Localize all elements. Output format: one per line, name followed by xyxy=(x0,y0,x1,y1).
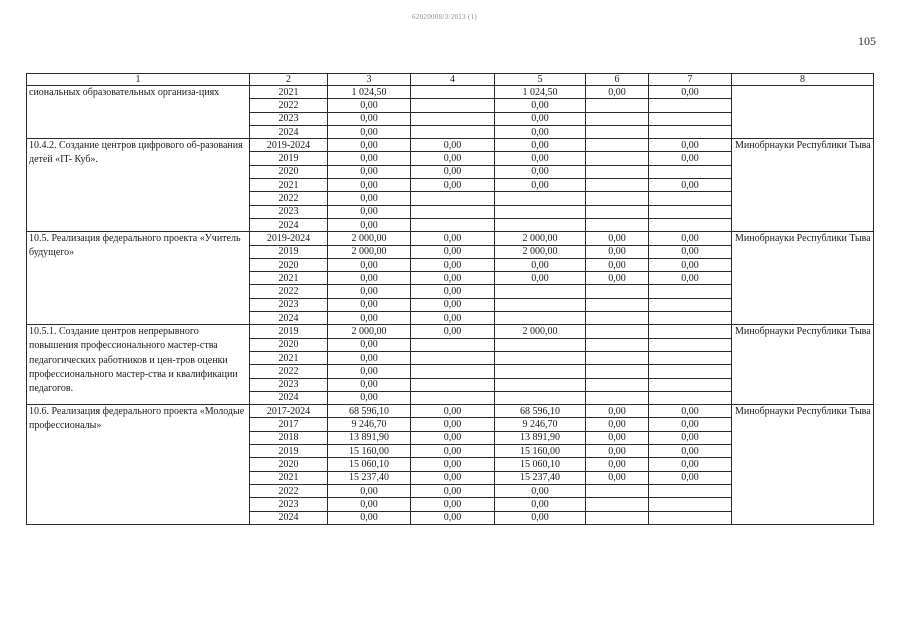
amount-cell xyxy=(411,86,495,99)
amount-cell xyxy=(649,511,732,524)
amount-cell: 0,00 xyxy=(411,325,495,338)
amount-cell xyxy=(586,152,649,165)
table-row xyxy=(27,405,874,418)
amount-cell: 0,00 xyxy=(411,312,495,325)
amount-cell: 0,00 xyxy=(586,272,649,285)
amount-cell: 15 160,00 xyxy=(495,445,586,458)
year-cell: 2022 xyxy=(250,484,328,497)
amount-cell: 0,00 xyxy=(649,471,732,484)
amount-cell: 0,00 xyxy=(328,139,411,152)
year-cell: 2023 xyxy=(250,498,328,511)
amount-cell xyxy=(586,338,649,351)
amount-cell xyxy=(495,391,586,404)
year-cell: 2021 xyxy=(250,272,328,285)
year-cell: 2019-2024 xyxy=(250,232,328,245)
amount-cell xyxy=(649,351,732,364)
year-cell: 2020 xyxy=(250,458,328,471)
amount-cell: 2 000,00 xyxy=(495,325,586,338)
amount-cell: 0,00 xyxy=(649,258,732,271)
amount-cell xyxy=(586,205,649,218)
responsible-executor: Минобрнауки Республики Тыва xyxy=(732,139,874,232)
amount-cell: 13 891,90 xyxy=(328,431,411,444)
year-cell: 2022 xyxy=(250,285,328,298)
amount-cell xyxy=(495,298,586,311)
amount-cell: 15 160,00 xyxy=(328,445,411,458)
amount-cell: 0,00 xyxy=(495,272,586,285)
amount-cell xyxy=(411,112,495,125)
amount-cell: 0,00 xyxy=(328,218,411,231)
amount-cell: 0,00 xyxy=(411,471,495,484)
column-header: 8 xyxy=(732,74,874,86)
amount-cell: 0,00 xyxy=(411,405,495,418)
amount-cell: 0,00 xyxy=(411,484,495,497)
header-row xyxy=(27,74,874,86)
year-cell: 2018 xyxy=(250,431,328,444)
amount-cell: 0,00 xyxy=(328,351,411,364)
year-cell: 2019 xyxy=(250,152,328,165)
amount-cell: 0,00 xyxy=(411,139,495,152)
year-cell: 2020 xyxy=(250,338,328,351)
amount-cell xyxy=(411,351,495,364)
amount-cell xyxy=(649,498,732,511)
amount-cell: 1 024,50 xyxy=(495,86,586,99)
amount-cell: 68 596,10 xyxy=(328,405,411,418)
amount-cell xyxy=(495,338,586,351)
amount-cell xyxy=(495,365,586,378)
amount-cell: 2 000,00 xyxy=(328,325,411,338)
amount-cell xyxy=(586,218,649,231)
amount-cell xyxy=(649,391,732,404)
amount-cell: 2 000,00 xyxy=(495,245,586,258)
responsible-executor: Минобрнауки Республики Тыва xyxy=(732,325,874,405)
amount-cell: 0,00 xyxy=(328,192,411,205)
column-header: 5 xyxy=(495,74,586,86)
amount-cell: 0,00 xyxy=(411,431,495,444)
amount-cell: 0,00 xyxy=(495,99,586,112)
amount-cell xyxy=(649,365,732,378)
amount-cell: 0,00 xyxy=(649,272,732,285)
amount-cell xyxy=(586,112,649,125)
amount-cell: 0,00 xyxy=(649,418,732,431)
amount-cell: 0,00 xyxy=(411,445,495,458)
year-cell: 2024 xyxy=(250,125,328,138)
amount-cell: 0,00 xyxy=(586,258,649,271)
year-cell: 2024 xyxy=(250,312,328,325)
amount-cell xyxy=(649,484,732,497)
amount-cell: 0,00 xyxy=(328,378,411,391)
year-cell: 2023 xyxy=(250,112,328,125)
amount-cell: 0,00 xyxy=(328,179,411,192)
amount-cell xyxy=(586,99,649,112)
amount-cell xyxy=(649,192,732,205)
amount-cell: 0,00 xyxy=(411,179,495,192)
amount-cell xyxy=(495,285,586,298)
amount-cell: 0,00 xyxy=(411,418,495,431)
year-cell: 2019-2024 xyxy=(250,139,328,152)
amount-cell: 0,00 xyxy=(328,285,411,298)
year-cell: 2017-2024 xyxy=(250,405,328,418)
amount-cell: 15 060,10 xyxy=(328,458,411,471)
amount-cell: 0,00 xyxy=(586,245,649,258)
amount-cell: 0,00 xyxy=(586,418,649,431)
amount-cell: 0,00 xyxy=(586,431,649,444)
year-cell: 2019 xyxy=(250,445,328,458)
year-cell: 2020 xyxy=(250,165,328,178)
year-cell: 2019 xyxy=(250,245,328,258)
amount-cell: 0,00 xyxy=(495,139,586,152)
amount-cell: 0,00 xyxy=(586,471,649,484)
item-name: сиональных образовательных организа-циях xyxy=(27,86,250,139)
amount-cell xyxy=(411,205,495,218)
responsible-executor: Минобрнауки Республики Тыва xyxy=(732,232,874,325)
amount-cell: 0,00 xyxy=(328,511,411,524)
amount-cell: 0,00 xyxy=(328,99,411,112)
amount-cell: 0,00 xyxy=(328,152,411,165)
amount-cell xyxy=(586,312,649,325)
responsible-executor: Минобрнауки Республики Тыва xyxy=(732,405,874,525)
amount-cell: 0,00 xyxy=(411,245,495,258)
amount-cell: 0,00 xyxy=(495,165,586,178)
amount-cell: 0,00 xyxy=(411,152,495,165)
amount-cell xyxy=(411,378,495,391)
amount-cell: 0,00 xyxy=(649,431,732,444)
year-cell: 2022 xyxy=(250,192,328,205)
amount-cell xyxy=(649,125,732,138)
amount-cell xyxy=(411,338,495,351)
column-header: 7 xyxy=(649,74,732,86)
amount-cell: 0,00 xyxy=(328,165,411,178)
amount-cell xyxy=(649,165,732,178)
amount-cell: 0,00 xyxy=(411,232,495,245)
year-cell: 2024 xyxy=(250,511,328,524)
amount-cell: 0,00 xyxy=(411,498,495,511)
amount-cell: 0,00 xyxy=(411,458,495,471)
amount-cell: 0,00 xyxy=(649,458,732,471)
year-cell: 2021 xyxy=(250,471,328,484)
amount-cell: 0,00 xyxy=(586,458,649,471)
year-cell: 2020 xyxy=(250,258,328,271)
amount-cell: 0,00 xyxy=(328,498,411,511)
amount-cell xyxy=(495,378,586,391)
amount-cell: 0,00 xyxy=(411,298,495,311)
amount-cell: 0,00 xyxy=(649,445,732,458)
amount-cell: 0,00 xyxy=(649,152,732,165)
amount-cell: 0,00 xyxy=(328,112,411,125)
amount-cell xyxy=(411,365,495,378)
amount-cell xyxy=(649,312,732,325)
amount-cell: 0,00 xyxy=(586,86,649,99)
amount-cell: 15 237,40 xyxy=(495,471,586,484)
amount-cell: 0,00 xyxy=(649,86,732,99)
year-cell: 2022 xyxy=(250,365,328,378)
table-row xyxy=(27,325,874,338)
year-cell: 2022 xyxy=(250,99,328,112)
amount-cell: 0,00 xyxy=(495,511,586,524)
amount-cell xyxy=(411,218,495,231)
table-row xyxy=(27,232,874,245)
amount-cell xyxy=(649,218,732,231)
amount-cell: 1 024,50 xyxy=(328,86,411,99)
amount-cell: 0,00 xyxy=(328,365,411,378)
page-number: 105 xyxy=(858,34,876,48)
amount-cell: 0,00 xyxy=(649,405,732,418)
year-cell: 2019 xyxy=(250,325,328,338)
amount-cell: 0,00 xyxy=(328,484,411,497)
table-body xyxy=(27,86,874,525)
amount-cell: 0,00 xyxy=(411,272,495,285)
amount-cell xyxy=(495,192,586,205)
year-cell: 2023 xyxy=(250,298,328,311)
amount-cell xyxy=(649,325,732,338)
amount-cell xyxy=(495,205,586,218)
amount-cell xyxy=(586,285,649,298)
amount-cell xyxy=(586,378,649,391)
amount-cell: 68 596,10 xyxy=(495,405,586,418)
column-header: 4 xyxy=(411,74,495,86)
amount-cell xyxy=(649,205,732,218)
amount-cell: 0,00 xyxy=(328,272,411,285)
item-name: 10.5.1. Создание центров непрерывного повышения профессионального мастер-ства педагогических работников и цен-тров оценки профессионального мастер-ства и квалификации педагогов. xyxy=(27,325,250,405)
year-cell: 2021 xyxy=(250,351,328,364)
amount-cell: 0,00 xyxy=(411,511,495,524)
amount-cell xyxy=(649,378,732,391)
amount-cell xyxy=(411,192,495,205)
amount-cell: 0,00 xyxy=(495,258,586,271)
table-row xyxy=(27,139,874,152)
year-cell: 2021 xyxy=(250,179,328,192)
amount-cell: 0,00 xyxy=(495,484,586,497)
amount-cell: 0,00 xyxy=(586,405,649,418)
column-header: 3 xyxy=(328,74,411,86)
table-row xyxy=(27,86,874,99)
amount-cell xyxy=(586,139,649,152)
amount-cell: 0,00 xyxy=(328,125,411,138)
amount-cell xyxy=(586,325,649,338)
amount-cell: 0,00 xyxy=(649,179,732,192)
amount-cell xyxy=(411,391,495,404)
amount-cell xyxy=(586,179,649,192)
amount-cell: 0,00 xyxy=(649,232,732,245)
item-name: 10.4.2. Создание центров цифрового об-разования детей «IT- Куб». xyxy=(27,139,250,232)
amount-cell: 0,00 xyxy=(495,112,586,125)
column-header: 2 xyxy=(250,74,328,86)
year-cell: 2021 xyxy=(250,86,328,99)
year-cell: 2023 xyxy=(250,205,328,218)
amount-cell: 15 060,10 xyxy=(495,458,586,471)
responsible-executor xyxy=(732,86,874,139)
amount-cell: 2 000,00 xyxy=(328,245,411,258)
item-name: 10.5. Реализация федерального проекта «Учитель будущего» xyxy=(27,232,250,325)
amount-cell xyxy=(649,338,732,351)
amount-cell: 0,00 xyxy=(495,125,586,138)
amount-cell xyxy=(411,99,495,112)
amount-cell: 0,00 xyxy=(586,445,649,458)
amount-cell xyxy=(495,218,586,231)
year-cell: 2024 xyxy=(250,218,328,231)
amount-cell: 0,00 xyxy=(495,179,586,192)
year-cell: 2024 xyxy=(250,391,328,404)
amount-cell xyxy=(586,365,649,378)
amount-cell: 0,00 xyxy=(328,312,411,325)
year-cell: 2017 xyxy=(250,418,328,431)
amount-cell: 0,00 xyxy=(495,498,586,511)
amount-cell: 0,00 xyxy=(411,165,495,178)
amount-cell: 13 891,90 xyxy=(495,431,586,444)
amount-cell xyxy=(649,112,732,125)
amount-cell xyxy=(586,298,649,311)
amount-cell: 0,00 xyxy=(586,232,649,245)
amount-cell: 2 000,00 xyxy=(328,232,411,245)
year-cell: 2023 xyxy=(250,378,328,391)
amount-cell: 0,00 xyxy=(328,258,411,271)
amount-cell xyxy=(586,351,649,364)
amount-cell xyxy=(649,298,732,311)
amount-cell xyxy=(586,391,649,404)
amount-cell xyxy=(586,165,649,178)
amount-cell xyxy=(586,125,649,138)
amount-cell: 0,00 xyxy=(328,391,411,404)
amount-cell: 0,00 xyxy=(411,258,495,271)
column-header: 1 xyxy=(27,74,250,86)
item-name: 10.6. Реализация федерального проекта «Молодые профессионалы» xyxy=(27,405,250,525)
amount-cell xyxy=(495,351,586,364)
amount-cell: 9 246,70 xyxy=(495,418,586,431)
amount-cell: 9 246,70 xyxy=(328,418,411,431)
amount-cell xyxy=(586,192,649,205)
amount-cell xyxy=(586,498,649,511)
column-header: 6 xyxy=(586,74,649,86)
amount-cell: 0,00 xyxy=(649,245,732,258)
amount-cell: 0,00 xyxy=(411,285,495,298)
amount-cell: 0,00 xyxy=(495,152,586,165)
amount-cell xyxy=(586,511,649,524)
amount-cell: 15 237,40 xyxy=(328,471,411,484)
amount-cell: 0,00 xyxy=(328,338,411,351)
amount-cell xyxy=(649,285,732,298)
amount-cell xyxy=(649,99,732,112)
amount-cell xyxy=(495,312,586,325)
amount-cell xyxy=(411,125,495,138)
amount-cell: 0,00 xyxy=(328,205,411,218)
amount-cell xyxy=(586,484,649,497)
amount-cell: 0,00 xyxy=(328,298,411,311)
budget-table xyxy=(26,73,874,525)
amount-cell: 2 000,00 xyxy=(495,232,586,245)
document-code: 62020008/3/2013 (1) xyxy=(412,13,478,21)
amount-cell: 0,00 xyxy=(649,139,732,152)
